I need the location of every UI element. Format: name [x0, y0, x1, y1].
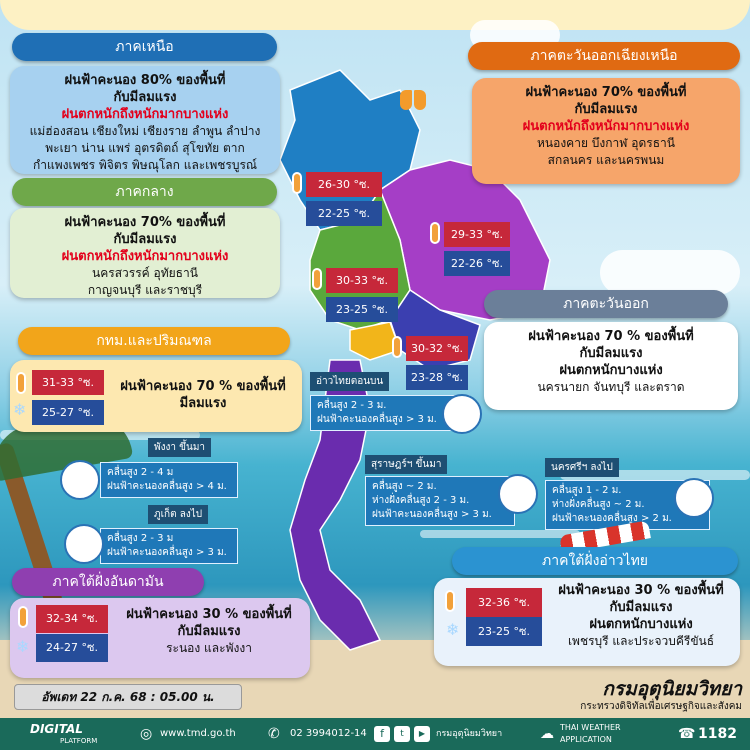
south-east-areas1: เพชรบุรี และประจวบคีรีขันธ์: [567, 634, 715, 648]
east-line3: ฝนตกหนักบางแห่ง: [559, 363, 663, 378]
central-warning: ฝนตกหนักถึงหนักมากบางแห่ง: [61, 249, 229, 264]
north-box: [10, 66, 280, 174]
south-west-header: ภาคใต้ฝั่งอันดามัน: [12, 568, 204, 596]
footer-website[interactable]: www.tmd.go.th: [160, 728, 236, 739]
south-east-line1: ฝนฟ้าคะนอง 30 % ของพื้นที่: [558, 583, 724, 598]
phuket-l1: คลื่นสูง 2 - 3 ม: [107, 533, 174, 544]
upper-gulf-l2: ฝนฟ้าคะนองคลื่นสูง > 3 ม.: [317, 414, 437, 425]
central-header: ภาคกลาง: [12, 178, 277, 206]
phangnga-header: พังงา ขึ้นมา: [148, 438, 211, 457]
footer-bar: [0, 718, 750, 750]
twitter-icon[interactable]: t: [394, 726, 410, 742]
hotline-icon: ☎: [678, 726, 696, 742]
central-temp-high: 30-33 °ซ.: [326, 268, 398, 293]
south-east-line2: กับมีลมแรง: [609, 600, 673, 615]
surat-l1: คลื่นสูง ~ 2 ม.: [372, 481, 437, 492]
snowflake-icon: ❄: [446, 620, 460, 639]
boat-icon: [674, 478, 714, 518]
thermometer-icon: [292, 172, 302, 194]
boat-icon: [60, 460, 100, 500]
phangnga-l1: คลื่นสูง 2 - 4 ม: [107, 467, 174, 478]
surat-l3: ฝนฟ้าคะนองคลื่นสูง > 3 ม.: [372, 509, 492, 520]
cloud: [600, 250, 740, 295]
north-header: ภาคเหนือ: [12, 33, 277, 61]
south-west-temp-low: 24-27 °ซ.: [36, 634, 108, 662]
boat-icon: [442, 394, 482, 434]
north-line2: กับมีลมแรง: [113, 90, 177, 105]
nakhon-l2: ห่างฝั่งคลื่นสูง ~ 2 ม.: [552, 499, 645, 510]
south-west-line1: ฝนฟ้าคะนอง 30 % ของพื้นที่: [126, 607, 292, 622]
bangkok-line1: ฝนฟ้าคะนอง 70 % ของพื้นที่: [120, 379, 286, 394]
east-temp-high: 30-32 °ซ.: [406, 336, 468, 361]
central-temp-low: 23-25 °ซ.: [326, 297, 398, 322]
footer-phone[interactable]: 02 3994012-14: [290, 728, 367, 739]
north-warning: ฝนตกหนักถึงหนักมากบางแห่ง: [61, 107, 229, 122]
south-east-temp-high: 32-36 °ซ.: [466, 588, 542, 617]
south-east-text: [546, 582, 736, 650]
footer-hotline[interactable]: 1182: [698, 726, 737, 742]
northeast-line2: กับมีลมแรง: [574, 102, 638, 117]
south-east-temp-low: 23-25 °ซ.: [466, 617, 542, 646]
footer-app-sub[interactable]: APPLICATION: [560, 735, 612, 744]
northeast-line1: ฝนฟ้าคะนอง 70% ของพื้นที่: [525, 85, 687, 100]
facebook-icon[interactable]: f: [374, 726, 390, 742]
east-temp-low: 23-28 °ซ.: [406, 365, 468, 390]
boat-icon: [498, 474, 538, 514]
ministry-name: กระทรวงดิจิทัลเพื่อเศรษฐกิจและสังคม: [580, 701, 742, 712]
south-west-line2: กับมีลมแรง: [177, 624, 241, 639]
south-west-temp-high: 32-34 °ซ.: [36, 605, 108, 633]
bangkok-temp-low: 25-27 °ซ.: [32, 400, 104, 425]
nakhon-l1: คลื่นสูง 1 - 2 ม.: [552, 485, 622, 496]
thermometer-icon: [430, 222, 440, 244]
bangkok-header: กทม.และปริมณฑล: [18, 327, 290, 355]
south-west-areas1: ระนอง และพังงา: [166, 641, 252, 655]
south-east-header: ภาคใต้ฝั่งอ่าวไทย: [452, 547, 738, 575]
phuket-box: [100, 528, 238, 564]
footer-app[interactable]: THAI WEATHER: [560, 723, 621, 732]
thermometer-icon: [18, 606, 28, 628]
northeast-areas2: สกลนคร และนครพนม: [547, 153, 665, 167]
central-line2: กับมีลมแรง: [113, 232, 177, 247]
central-areas1: นครสวรรค์ อุทัยธานี: [92, 266, 198, 280]
app-icon: ☁: [540, 726, 554, 742]
butterfly-icon: [400, 90, 426, 112]
thermometer-icon: [392, 336, 402, 358]
central-line1: ฝนฟ้าคะนอง 70% ของพื้นที่: [64, 215, 226, 230]
surat-l2: ห่างฝั่งคลื่นสูง 2 - 3 ม.: [372, 495, 470, 506]
surat-header: สุราษฎร์ฯ ขึ้นมา: [365, 455, 447, 474]
thermometer-icon: [312, 268, 322, 290]
bangkok-temp-high: 31-33 °ซ.: [32, 370, 104, 395]
youtube-icon[interactable]: ▶: [414, 726, 430, 742]
bangkok-text: [108, 378, 298, 412]
nakhon-header: นครศรีฯ ลงไป: [545, 458, 619, 477]
thermometer-icon: [445, 590, 455, 612]
phone-icon: ✆: [268, 726, 280, 742]
northeast-areas1: หนองคาย บึงกาฬ อุดรธานี: [537, 136, 675, 150]
northeast-temp-high: 29-33 °ซ.: [444, 222, 510, 247]
upper-gulf-l1: คลื่นสูง 2 - 3 ม.: [317, 400, 387, 411]
northeast-box: [472, 78, 740, 184]
east-line1: ฝนฟ้าคะนอง 70 % ของพื้นที่: [528, 329, 694, 344]
top-band: [0, 0, 750, 30]
central-areas2: กาญจนบุรี และราชบุรี: [87, 283, 203, 297]
phuket-l2: ฝนฟ้าคะนองคลื่นสูง > 3 ม.: [107, 547, 227, 558]
snowflake-icon: ❄: [13, 400, 27, 419]
bangkok-line2: มีลมแรง: [179, 396, 227, 411]
footer-brand-sub: PLATFORM: [60, 737, 98, 745]
northeast-warning: ฝนตกหนักถึงหนักมากบางแห่ง: [522, 119, 690, 134]
north-areas2: พะเยา น่าน แพร่ อุตรดิตถ์ สุโขทัย ตาก: [45, 141, 245, 155]
thermometer-icon: [16, 372, 26, 394]
nakhon-l3: ฝนฟ้าคะนองคลื่นสูง > 2 ม.: [552, 513, 672, 524]
north-temp-high: 26-30 °ซ.: [306, 172, 382, 197]
east-header: ภาคตะวันออก: [484, 290, 728, 318]
globe-icon: ◎: [140, 726, 153, 742]
upper-gulf-header: อ่าวไทยตอนบน: [310, 372, 389, 391]
snowflake-icon: ❄: [16, 637, 30, 656]
north-areas1: แม่ฮ่องสอน เชียงใหม่ เชียงราย ลำพูน ลำปาง: [29, 124, 261, 138]
north-areas3: กำแพงเพชร พิจิตร พิษณุโลก และเพชรบูรณ์: [32, 158, 258, 172]
phuket-header: ภูเก็ต ลงไป: [148, 505, 208, 524]
footer-dept: กรมอุตุนิยมวิทยา: [436, 729, 503, 739]
east-line2: กับมีลมแรง: [579, 346, 643, 361]
north-temp-low: 22-25 °ซ.: [306, 201, 382, 226]
south-west-text: [112, 606, 306, 657]
phangnga-l2: ฝนฟ้าคะนองคลื่นสูง > 4 ม.: [107, 481, 227, 492]
northeast-temp-low: 22-26 °ซ.: [444, 251, 510, 276]
east-areas1: นครนายก จันทบุรี และตราด: [537, 380, 685, 394]
south-east-line3: ฝนตกหนักบางแห่ง: [589, 617, 693, 632]
org-name: กรมอุตุนิยมวิทยา: [602, 678, 742, 700]
north-line1: ฝนฟ้าคะนอง 80% ของพื้นที่: [64, 73, 226, 88]
central-box: [10, 208, 280, 298]
boat-icon: [64, 524, 104, 564]
surat-box: [365, 476, 515, 526]
northeast-header: ภาคตะวันออกเฉียงเหนือ: [468, 42, 740, 70]
east-box: [484, 322, 738, 410]
phangnga-box: [100, 462, 238, 498]
footer-brand: DIGITAL: [30, 722, 83, 736]
update-badge: อัพเดท 22 ก.ค. 68 : 05.00 น.: [14, 684, 242, 710]
